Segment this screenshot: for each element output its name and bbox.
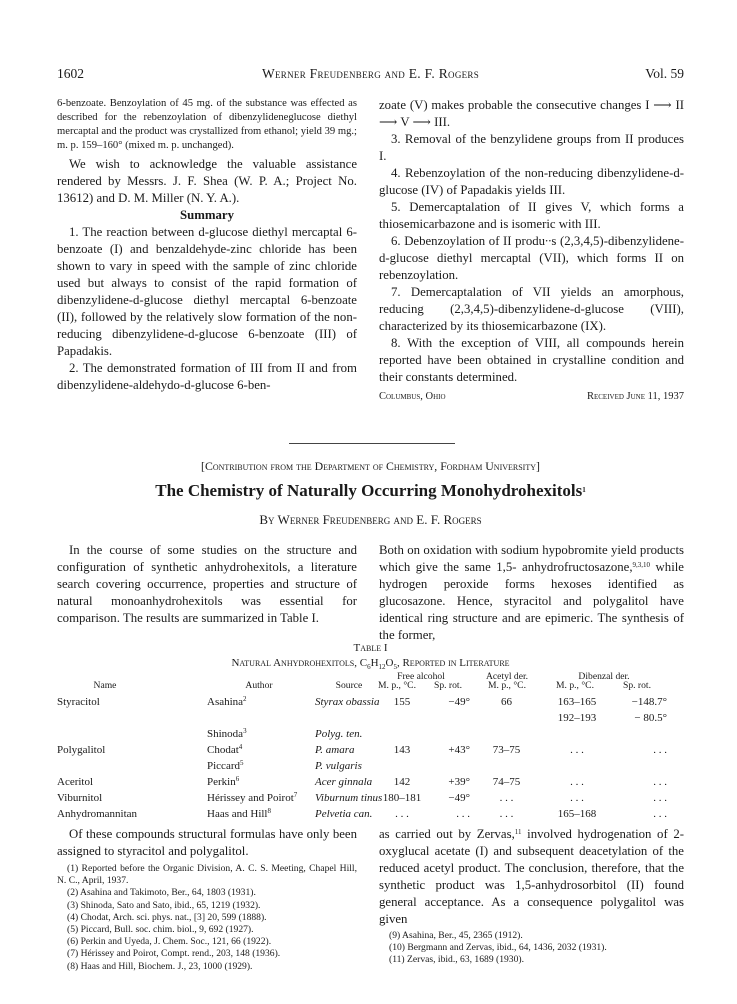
intro-paragraph: In the course of some studies on the structure and configuration of synthetic anhydrohexitols, a literature search covering occurrence, properties and structure of natural monoanhydrohexitols was essential for comparison. The results are summarized in Table I. — [57, 543, 357, 625]
cell-author: Haas and Hill$^8$ — [207, 807, 271, 820]
table-caption: Natural Anhydrohexitols, $C_6H_{12}O_5$, Reported in Literature — [231, 657, 510, 672]
header-name: Name — [93, 680, 117, 691]
footnote: (2) Asahina and Takimoto, Ber., 64, 1803 (1931). — [67, 887, 256, 899]
footnote: (9) Asahina, Ber., 45, 2365 (1912). — [389, 930, 523, 941]
cell-mp: 180–181 — [382, 792, 422, 804]
cell-dib-rot: − 80.5° — [634, 712, 667, 724]
header-free-alcohol: Free alcohol — [397, 671, 445, 682]
intro-right-column — [379, 542, 684, 644]
citation-marker: 11 — [514, 828, 522, 836]
citation-marker: 8 — [267, 807, 271, 815]
header-free-rot: Sp. rot. — [434, 680, 462, 691]
cell-acetyl: . . . — [499, 808, 514, 820]
lower-right-paragraph: as carried out by Zervas,$^{11}$ involved hydrogenation of 2-oxyglucal acetate (I) and subsequent deacetylation of the reduced acetyl product. The conclusion, therefore, that the synthetic product was 1,5-anhydrosorbitol (II) found general acceptance. As a consequence polygalitol was given — [379, 827, 684, 926]
cell-rot: −49° — [448, 792, 470, 804]
citation-marker: 3 — [243, 727, 247, 735]
summary-item-2: 2. The demonstrated formation of III from II and from dibenzylidene-aldehydo-d-glucose 6-ben- — [57, 361, 357, 392]
summary-item-2-continued: zoate (V) makes probable the consecutive changes I ⟶ II ⟶ V ⟶ III. — [379, 98, 684, 129]
footnote: (11) Zervas, ibid., 63, 1689 (1930). — [389, 954, 524, 966]
summary-item-4: 4. Rebenzoylation of the non-reducing dibenzylidene-d-glucose (IV) of Papadakis yields III. — [379, 166, 684, 197]
citation-marker: 7 — [293, 791, 298, 799]
header-free-mp: M. p., °C. — [378, 680, 416, 691]
cell-name: Anhydromannitan — [57, 808, 138, 820]
cell-source: Acer ginnala — [315, 776, 373, 788]
cell-mp: 143 — [393, 744, 411, 756]
cell-acetyl: 74–75 — [492, 776, 521, 788]
cell-source: P. amara — [315, 744, 355, 756]
footnote: (7) Hérissey and Poirot, Compt. rend., 203, 148 (1936). — [67, 948, 281, 960]
article-title — [57, 481, 684, 501]
header-dib-mp: M. p., °C. — [556, 680, 594, 691]
cell-dib-mp: 163–165 — [557, 696, 597, 708]
article-separator-rule — [289, 443, 455, 444]
header-source: Source — [335, 680, 363, 691]
top-right-column — [379, 97, 684, 405]
running-head — [57, 66, 684, 84]
cell-author: Shinoda$^3$ — [207, 727, 247, 740]
cell-source: Styrax obassia — [315, 696, 380, 708]
cell-dib-mp: . . . — [570, 776, 584, 788]
cell-mp: . . . — [395, 808, 409, 820]
cell-acetyl: . . . — [499, 792, 514, 804]
footnotes-right — [379, 930, 684, 967]
header-acetyl-mp: M. p., °C. — [488, 680, 526, 691]
citation-marker: 4 — [238, 743, 243, 751]
cell-dib-rot: −148.7° — [631, 696, 667, 708]
cell-acetyl: 73–75 — [492, 744, 521, 756]
page-number: 1602 — [57, 66, 84, 81]
table-title: Table I — [353, 642, 388, 654]
cell-source: Polyg. ten. — [315, 728, 363, 740]
citation-marker: 6 — [235, 775, 240, 783]
citation-marker: 2 — [243, 695, 247, 703]
header-dib-rot: Sp. rot. — [623, 680, 651, 691]
cell-author: Asahina$^2$ — [207, 695, 247, 708]
contribution-line: [Contribution from the Department of Chemistry, Fordham University] — [201, 459, 540, 473]
footnote: (3) Shinoda, Sato and Sato, ibid., 65, 1219 (1932). — [67, 899, 261, 911]
acknowledgment-paragraph: We wish to acknowledge the valuable assistance rendered by Messrs. J. F. Shea (W. P. A.; Project No. 13612) and D. M. Miller (N. Y. A.). — [57, 157, 357, 205]
footnotes-left — [57, 863, 357, 973]
cell-mp: 155 — [393, 696, 411, 708]
intro-right-paragraph: Both on oxidation with sodium hypobromite yield products which give the same 1,5- anhydrofructosazone,$^{9,3,10}$ while hydrogen peroxide forms hexoses identified as glucosazone. Hence, styracitol and polygalitol have identical ring structure and are epimeric. The synthesis of the former, — [379, 543, 684, 642]
cell-name: Aceritol — [57, 776, 94, 788]
cell-author: Piccard$^5$ — [207, 759, 244, 772]
cell-rot: +43° — [448, 744, 470, 756]
cell-name: Polygalitol — [57, 744, 106, 756]
lower-right-column — [379, 826, 684, 967]
cell-dib-mp: . . . — [570, 744, 584, 756]
cell-mp: 142 — [393, 776, 411, 788]
cell-rot: +39° — [448, 776, 470, 788]
cell-acetyl: 66 — [501, 696, 512, 708]
running-title: Werner Freudenberg and E. F. Rogers — [261, 66, 480, 81]
cell-dib-rot: . . . — [653, 792, 667, 804]
footnote: (1) Reported before the Organic Division, A. C. S. Meeting, Chapel Hill, N. C., April, 1937. — [57, 863, 357, 887]
cell-author: Hérissey and Poirot$^7$ — [207, 791, 298, 804]
cell-author: Chodat$^4$ — [207, 743, 243, 756]
footnote: (6) Perkin and Uyeda, J. Chem. Soc., 121, 66 (1922). — [67, 936, 272, 948]
footnote: (8) Haas and Hill, Biochem. J., 23, 1000 (1929). — [67, 960, 253, 972]
summary-item-1: 1. The reaction between d-glucose diethyl mercaptal 6-benzoate (I) and benzaldehyde-zinc chloride has been shown to vary in speed with the sample of zinc chloride used but always to consist of the rapid formation of dibenzylidene-d-glucose diethyl mercaptal 6-benzoate (II), followed by the relatively slow formation of the non-reducing dibenzylidene-d-glucose 6-benzoate (III) of Papadakis. — [57, 225, 357, 358]
title-footnote-marker: 1 — [582, 486, 586, 494]
place-label: Columbus, Ohio — [379, 391, 446, 402]
cell-source: P. vulgaris — [315, 760, 362, 772]
summary-heading: Summary — [179, 208, 235, 222]
cell-dib-rot: . . . — [653, 808, 667, 820]
lower-left-paragraph: Of these compounds structural formulas have only been assigned to styracitol and polygalitol. — [57, 827, 357, 858]
top-left-column — [57, 97, 357, 394]
cell-source: Pelvetia can. — [315, 808, 373, 820]
citation-marker: 9,3,10 — [632, 561, 651, 569]
article-byline: By Werner Freudenberg and E. F. Rogers — [259, 512, 482, 527]
citation-marker: 5 — [239, 759, 244, 767]
summary-item-8: 8. With the exception of VIII, all compounds herein reported have been obtained in crystalline condition and their constants determined. — [379, 336, 684, 384]
lower-left-column — [57, 826, 357, 973]
cell-name: Styracitol — [57, 696, 100, 708]
article-title-text: The Chemistry of Naturally Occurring Monohydrohexitols — [155, 481, 583, 500]
summary-item-3: 3. Removal of the benzylidene groups from II produces I. — [379, 132, 684, 163]
volume-label: Vol. 59 — [645, 66, 684, 81]
cell-dib-mp: 165–168 — [557, 808, 597, 820]
place-and-date — [379, 388, 684, 405]
cell-rot: −49° — [448, 696, 470, 708]
cell-author: Perkin$^6$ — [207, 775, 240, 788]
footnote: (10) Bergmann and Zervas, ibid., 64, 1436, 2032 (1931). — [389, 942, 607, 954]
header-dibenzal: Dibenzal der. — [578, 671, 630, 682]
cell-source: Viburnum tinus — [315, 792, 383, 804]
cell-dib-mp: 192–193 — [557, 712, 597, 724]
received-label: Received June 11, 1937 — [586, 391, 684, 402]
intro-left-column — [57, 542, 357, 627]
experimental-end-paragraph: 6-benzoate. Benzoylation of 45 mg. of the substance was effected as described for the rebenzoylation of dibenzylideneglucose diethyl mercaptal and the product was crystallized from ethanol; yield 39 mg.; m. p. 159–160° (mixed m. p. unchanged). — [57, 98, 357, 151]
footnote: (4) Chodat, Arch. sci. phys. nat., [3] 20, 599 (1888). — [67, 911, 267, 923]
cell-dib-rot: . . . — [653, 744, 667, 756]
summary-item-5: 5. Demercaptalation of II gives V, which forms a thiosemicarbazone and is isomeric with III. — [379, 200, 684, 231]
summary-item-7: 7. Demercaptalation of VII yields an amorphous, reducing (2,3,4,5)-dibenzylidene-d-glucose (VIII), characterized by its thiosemicarbazone (IX). — [379, 285, 684, 333]
cell-dib-rot: . . . — [653, 776, 667, 788]
header-author: Author — [245, 680, 273, 691]
summary-item-6: 6. Debenzoylation of II produ∙∙s (2,3,4,5)-dibenzylidene-d-glucose diethyl mercaptal (VII), which forms II on rebenzoylation. — [379, 234, 684, 282]
cell-dib-mp: . . . — [570, 792, 584, 804]
cell-rot: . . . — [456, 808, 470, 820]
footnote: (5) Piccard, Bull. soc. chim. biol., 9, 692 (1927). — [67, 924, 254, 936]
header-acetyl: Acetyl der. — [485, 671, 529, 682]
cell-name: Viburnitol — [57, 792, 103, 804]
